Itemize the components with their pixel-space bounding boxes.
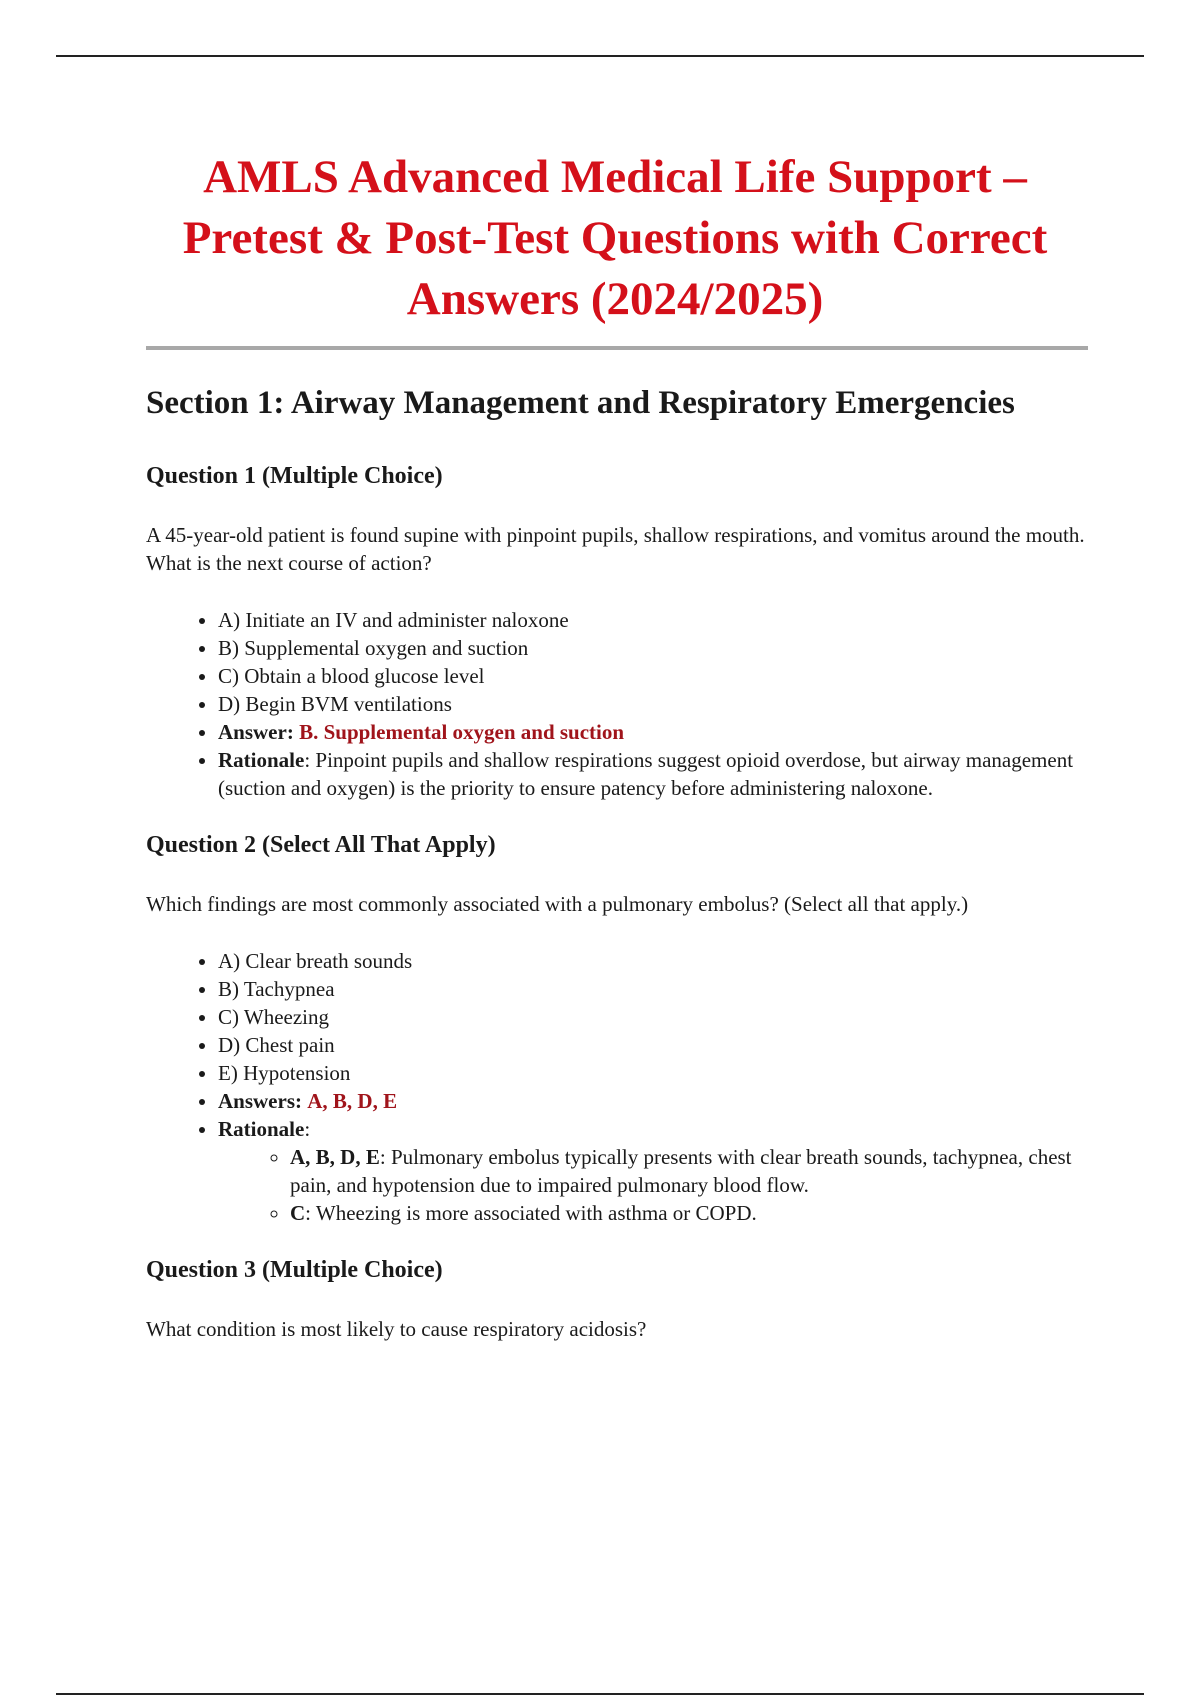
option-item: • A) Clear breath sounds bbox=[218, 947, 1086, 975]
page-top-rule bbox=[56, 55, 1144, 57]
rationale-sub-label: C bbox=[290, 1201, 306, 1225]
rationale-subitem bbox=[290, 1143, 1086, 1199]
page-bottom-rule bbox=[56, 1693, 1144, 1695]
question-1-options bbox=[146, 606, 1086, 802]
rationale-label: Rationale bbox=[218, 748, 305, 772]
answer-label: Answer: bbox=[218, 720, 294, 744]
rationale-sub-text: : Pulmonary embolus typically presents with clear breath sounds, tachypnea, chest pain, and hypotension due to impaired pulmonary blood flow. bbox=[290, 1145, 1072, 1197]
section-heading: Section 1: Airway Management and Respiratory Emergencies bbox=[146, 385, 1015, 421]
option-item: • C) Obtain a blood glucose level bbox=[218, 662, 1086, 690]
option-item: • B) Tachypnea bbox=[218, 975, 1086, 1003]
question-2-text: Which findings are most commonly associated with a pulmonary embolus? (Select all that apply.) bbox=[146, 892, 969, 916]
rationale-sub-text: : Wheezing is more associated with asthma or COPD. bbox=[305, 1201, 757, 1225]
rationale-label: Rationale bbox=[218, 1117, 305, 1141]
answer-value: B. Supplemental oxygen and suction bbox=[299, 720, 625, 744]
answer-item bbox=[218, 1087, 1086, 1115]
title-divider bbox=[146, 346, 1088, 350]
rationale-text: : Pinpoint pupils and shallow respirations suggest opioid overdose, but airway management (suction and oxygen) is the priority to ensure patency before administering naloxone. bbox=[218, 748, 1074, 800]
rationale-sublist bbox=[218, 1143, 1086, 1227]
question-2-options bbox=[146, 947, 1086, 1227]
answer-value: A, B, D, E bbox=[307, 1089, 398, 1113]
option-item: • B) Supplemental oxygen and suction bbox=[218, 634, 1086, 662]
option-item: • C) Wheezing bbox=[218, 1003, 1086, 1031]
rationale-item bbox=[218, 1115, 1086, 1227]
answer-item bbox=[218, 718, 1086, 746]
document-body bbox=[146, 383, 1086, 1372]
answer-label: Answers: bbox=[218, 1089, 302, 1113]
rationale-colon: : bbox=[304, 1117, 311, 1141]
rationale-sub-label: A, B, D, E bbox=[290, 1145, 380, 1169]
option-item: • E) Hypotension bbox=[218, 1059, 1086, 1087]
rationale-subitem bbox=[290, 1199, 1086, 1227]
question-1-text: A 45-year-old patient is found supine with pinpoint pupils, shallow respirations, and vomitus around the mouth. What is the next course of action? bbox=[146, 523, 1085, 575]
question-2-heading: Question 2 (Select All That Apply) bbox=[146, 832, 496, 858]
question-1-heading: Question 1 (Multiple Choice) bbox=[146, 463, 443, 489]
document-title: AMLS Advanced Medical Life Support – Pretest & Post-Test Questions with Correct Answers (2024/2025) bbox=[182, 151, 1048, 325]
option-item: • D) Chest pain bbox=[218, 1031, 1086, 1059]
question-3-heading: Question 3 (Multiple Choice) bbox=[146, 1257, 443, 1283]
option-item: • A) Initiate an IV and administer naloxone bbox=[218, 606, 1086, 634]
question-3-text: What condition is most likely to cause respiratory acidosis? bbox=[146, 1317, 647, 1341]
option-item: • D) Begin BVM ventilations bbox=[218, 690, 1086, 718]
rationale-item bbox=[218, 746, 1086, 802]
